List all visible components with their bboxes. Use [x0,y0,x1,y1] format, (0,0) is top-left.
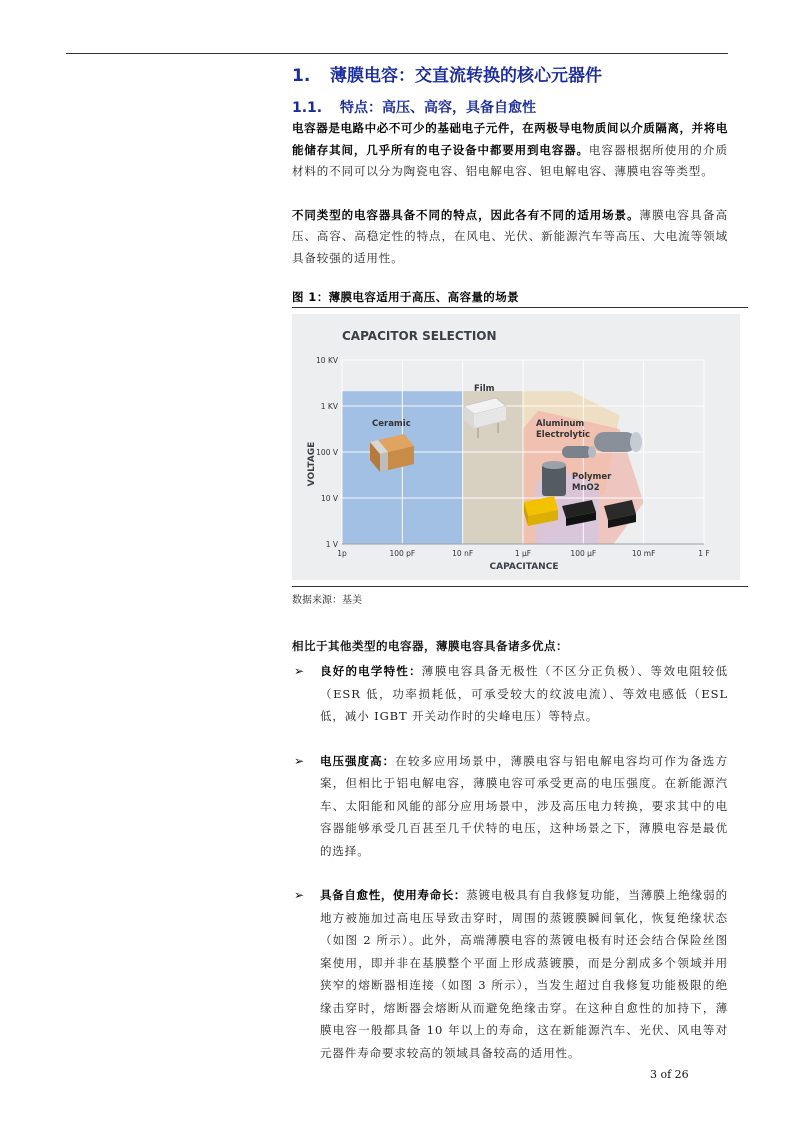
x-tick-label: 1p [337,549,347,558]
bullet-arrow-icon: ➢ [294,664,305,678]
bullet-text [320,750,728,863]
subsection-heading [292,98,728,118]
page-number: 3 of 26 [650,1068,689,1081]
subsection-title: 特点：高压、高容，具备自愈性 [340,100,536,116]
chart-svg [292,314,740,580]
label-aluminum-electrolytic: Aluminum Electrolytic [536,419,591,440]
section-number: 1. [292,66,311,86]
bullet-arrow-icon: ➢ [294,888,305,902]
x-tick-label: 10 mF [631,549,656,558]
bullet-bold: 良好的电学特性： [320,664,422,678]
x-tick-label: 100 pF [389,549,416,558]
label-ceramic: Ceramic [372,419,411,429]
bullet-item [292,884,728,1064]
bullet-arrow-icon: ➢ [294,753,305,768]
section-title: 薄膜电容：交直流转换的核心元器件 [330,66,602,86]
y-tick-label: 10 V [320,494,338,503]
label-film: Film [474,384,495,394]
bullet-text [320,884,728,1064]
section-heading [292,64,728,88]
bullet-bold: 电压强度高： [320,753,396,768]
bullet-item [292,660,728,728]
paragraph-types-text: 薄膜电容具备高压、高容、高稳定性的特点，在风电、光伏、新能源汽车等高压、大电流等领域具备较强的适用性。 [292,207,728,265]
bullet-bold: 具备自愈性，使用寿命长： [320,888,467,902]
x-tick-label: 10 nF [452,549,474,558]
paragraph-intro [292,118,728,183]
y-tick-label: 100 V [316,448,338,457]
subsection-number: 1.1. [292,100,323,116]
paragraph-intro-text: 电容器根据所使用的介质材料的不同可以分为陶瓷电容、铝电解电容、钽电解电容、薄膜电容等类型。 [292,142,728,178]
x-tick-label: 1 F [698,549,710,558]
header-rule [66,53,728,54]
x-axis-label: CAPACITANCE [489,562,559,572]
capacitor-selection-chart [292,314,740,580]
main-content [292,60,728,1064]
bullet-body: 薄膜电容具备无极性（不区分正负极）、等效电阻较低（ESR 低，功率损耗低，可承受较大的纹波电流）、等效电感低（ESL 低，减小 IGBT 开关动作时的尖峰电压）等特点。 [320,664,728,723]
y-axis-label: VOLTAGE [307,441,317,487]
paragraph-types-bold: 不同类型的电容器具备不同的特点，因此各有不同的适用场景。 [292,207,640,222]
bullet-body: 蒸镀电极具有自我修复功能，当薄膜上绝缘弱的地方被施加过高电压导致击穿时，周围的蒸镀膜瞬间氧化，恢复绝缘状态（如图 2 所示）。此外，高端薄膜电容的蒸镀电极有时还会结合保险丝图案使用，即并非在基膜整个平面上形成蒸镀膜，而是分割成多个领域并用狭窄的熔断器相连接（如图 3 所示），当发生超过自我修复功能极限的绝缘击穿时，熔断器会熔断从而避免绝缘击穿。在这种自愈性的加持下，薄膜电容一般都具备 10 年以上的寿命，这在新能源汽车、光伏、风电等对元器件寿命要求较高的领域具备较高的适用性。 [320,888,729,1060]
bullet-item [292,750,728,863]
x-tick-label: 100 μF [570,549,597,558]
figure-source: 数据来源：基美 [292,586,748,606]
x-tick-label: 1 μF [514,549,532,558]
y-tick-label: 1 V [325,540,338,549]
y-tick-label: 10 KV [316,356,338,365]
figure-caption: 图 1：薄膜电容适用于高压、高容量的场景 [292,289,748,308]
bullet-body: 在较多应用场景中，薄膜电容与铝电解电容均可作为备选方案，但相比于铝电解电容，薄膜电容可承受更高的电压强度。在新能源汽车、太阳能和风能的部分应用场景中，涉及高压电力转换，要求其中的电容器能够承受几百甚至几千伏特的电压，这种场景之下，薄膜电容是最优的选择。 [320,753,728,858]
paragraph-intro-bold: 电容器是电路中必不可少的基础电子元件，在两极导电物质间以介质隔离，并将电能储存其间，几乎所有的电子设备中都要用到电容器。 [292,121,728,157]
label-polymer-mno2: Polymer MnO2 [572,472,612,493]
chart-title: CAPACITOR SELECTION [342,329,497,343]
advantages-intro: 相比于其他类型的电容器，薄膜电容具备诸多优点： [292,639,568,653]
bullet-text [320,660,728,728]
y-tick-label: 1 KV [320,402,338,411]
paragraph-types [292,205,728,270]
